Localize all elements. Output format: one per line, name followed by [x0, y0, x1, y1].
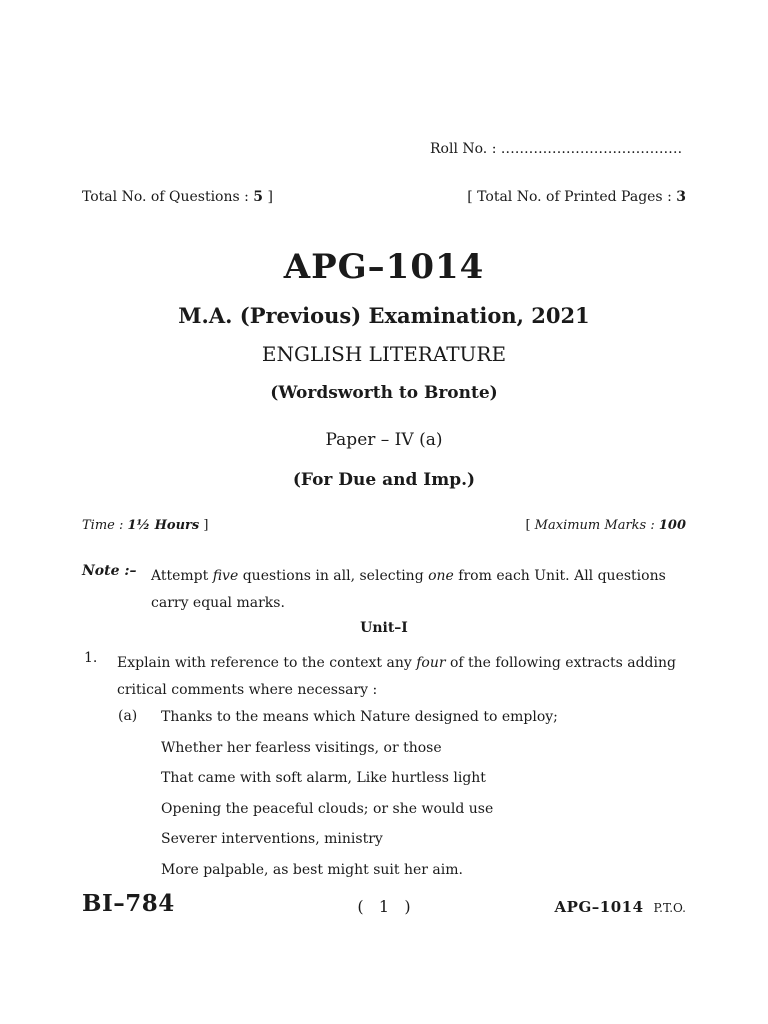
footer-bi-code: BI–784: [82, 890, 175, 917]
total-questions-value: 5: [253, 189, 264, 205]
roll-label: Roll No. :: [430, 141, 497, 157]
question-part-1: Explain with reference to the context any: [117, 655, 417, 671]
paper-code-title: APG–1014: [283, 247, 485, 287]
question-number: 1.: [84, 650, 98, 666]
question-part-2: of the following extracts adding critical comments where necessary :: [117, 655, 676, 698]
extract-line: Whether her fearless visitings, or those: [161, 739, 442, 756]
paper-number: Paper – IV (a): [325, 430, 443, 450]
note-part-1: Attempt: [151, 568, 213, 584]
time-label: Time :: [82, 518, 128, 533]
total-questions-close: ]: [263, 189, 273, 205]
note-label: Note :–: [82, 563, 137, 579]
total-questions-label: Total No. of Questions :: [82, 189, 254, 205]
marks-value: 100: [658, 518, 686, 533]
extract-line: Thanks to the means which Nature designed to employ;: [161, 709, 558, 725]
page-number: ( 1 ): [357, 897, 411, 916]
total-pages: [467, 189, 686, 205]
footer-paper-code: APG–1014: [554, 898, 644, 916]
footer-right: [555, 898, 686, 916]
extract-line: That came with soft alarm, Like hurtless light: [161, 770, 486, 786]
marks-open: [: [525, 518, 535, 533]
time-allowed: [82, 518, 208, 533]
extract-line: More palpable, as best might suit her aim.: [161, 861, 463, 878]
note-part-2: questions in all, selecting: [238, 568, 429, 584]
time-close: ]: [199, 518, 209, 533]
note-emphasis-five: five: [212, 568, 239, 584]
question-emphasis-four: four: [416, 655, 446, 671]
question-text: [117, 650, 677, 704]
total-pages-label: [ Total No. of Printed Pages :: [467, 189, 677, 205]
note-part-3: from each Unit. All questions carry equal marks.: [151, 568, 666, 611]
subtitle: (Wordsworth to Bronte): [270, 383, 498, 403]
roll-number-line: [430, 141, 682, 157]
subject-title: ENGLISH LITERATURE: [261, 342, 507, 366]
total-pages-value: 3: [676, 189, 686, 205]
unit-heading: Unit–I: [360, 620, 408, 636]
exam-title: M.A. (Previous) Examination, 2021: [178, 303, 590, 328]
due-imp: (For Due and Imp.): [292, 470, 476, 490]
time-value: 1½ Hours: [127, 518, 200, 533]
extract-line: Severer interventions, ministry: [161, 831, 383, 847]
marks-label: Maximum Marks :: [534, 518, 659, 533]
extract-line: Opening the peaceful clouds; or she would use: [161, 800, 494, 817]
roll-dots: .......................................: [500, 141, 683, 157]
sub-question-label: (a): [118, 708, 138, 724]
total-questions: [82, 189, 273, 205]
extract-lines: [161, 708, 681, 891]
note-text: [151, 563, 671, 617]
note-emphasis-one: one: [428, 568, 454, 584]
pto-label: P.T.O.: [653, 901, 686, 915]
maximum-marks: [525, 518, 686, 533]
